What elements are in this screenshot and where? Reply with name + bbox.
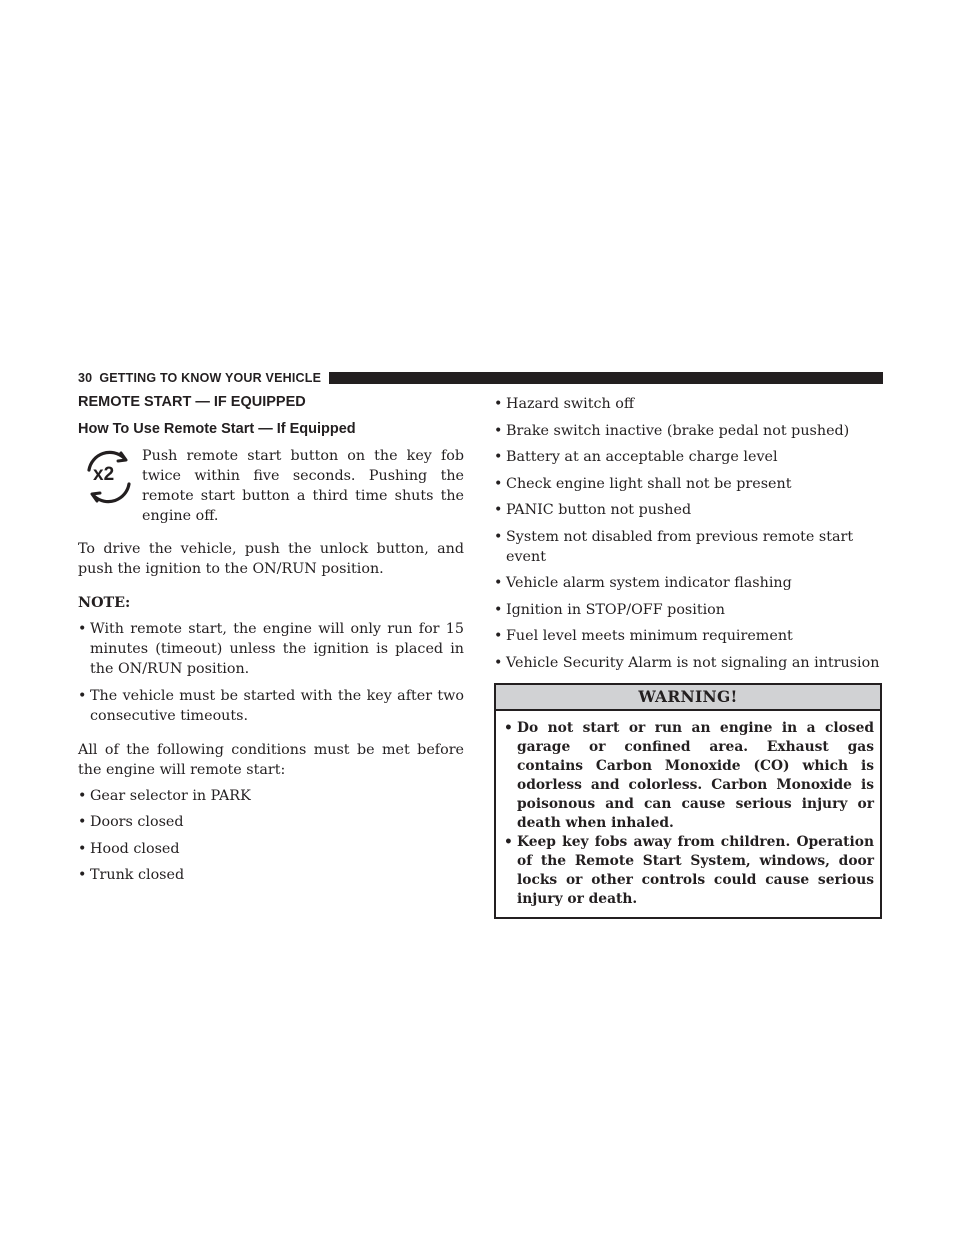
right-column [494, 394, 882, 919]
remote-start-x2-icon [78, 446, 142, 508]
list-item: • Doors closed [78, 812, 464, 832]
warning-item: • Keep key fobs away from children. Operation of the Remote Start System, windows, door locks or other controls could cause serious injury or death. [504, 833, 874, 909]
warning-item: • Do not start or run an engine in a closed garage or confined area. Exhaust gas contains Carbon Monoxide (CO) which is odorless and colorless. Carbon Monoxide is poisonous and can cause serious injury or death when inhaled. [504, 719, 874, 833]
header-rule [329, 372, 883, 384]
list-item: • Check engine light shall not be present [494, 474, 882, 494]
page-number: 30 [78, 371, 93, 385]
list-item: • Brake switch inactive (brake pedal not pushed) [494, 421, 882, 441]
warning-box [494, 683, 882, 919]
conditions-intro: All of the following conditions must be met before the engine will remote start: [78, 741, 464, 778]
list-item: • Vehicle alarm system indicator flashing [494, 573, 882, 593]
section-heading: REMOTE START — IF EQUIPPED [78, 394, 306, 410]
list-item: • Vehicle Security Alarm is not signaling an intrusion [494, 653, 882, 673]
list-item: • Fuel level meets minimum requirement [494, 626, 882, 646]
list-item: • System not disabled from previous remote start event [494, 527, 882, 567]
list-item: • Hazard switch off [494, 394, 882, 414]
list-item: • Hood closed [78, 839, 464, 859]
warning-list [504, 719, 874, 909]
list-item: • With remote start, the engine will only run for 15 minutes (timeout) unless the ignition is placed in the ON/RUN position. [78, 619, 464, 679]
conditions-list-right [494, 394, 882, 673]
note-list [78, 619, 464, 726]
subsection-heading: How To Use Remote Start — If Equipped [78, 421, 356, 437]
remote-start-instruction [78, 446, 464, 526]
list-item: • PANIC button not pushed [494, 500, 882, 520]
drive-instruction: To drive the vehicle, push the unlock button, and push the ignition to the ON/RUN position. [78, 541, 464, 577]
list-item: • The vehicle must be started with the key after two consecutive timeouts. [78, 686, 464, 726]
icon-label: x2 [93, 464, 115, 485]
list-item: • Battery at an acceptable charge level [494, 447, 882, 467]
list-item: • Ignition in STOP/OFF position [494, 600, 882, 620]
icon-description: Push remote start button on the key fob twice within five seconds. Pushing the remote start button a third time shuts the engine off. [142, 448, 464, 524]
section-title: GETTING TO KNOW YOUR VEHICLE [99, 371, 322, 385]
warning-title: WARNING! [496, 685, 880, 711]
list-item: • Trunk closed [78, 865, 464, 885]
conditions-list-left [78, 786, 464, 886]
warning-body [496, 711, 880, 917]
left-column [78, 394, 464, 892]
page-header [78, 370, 883, 386]
note-label: NOTE: [78, 595, 131, 611]
list-item: • Gear selector in PARK [78, 786, 464, 806]
